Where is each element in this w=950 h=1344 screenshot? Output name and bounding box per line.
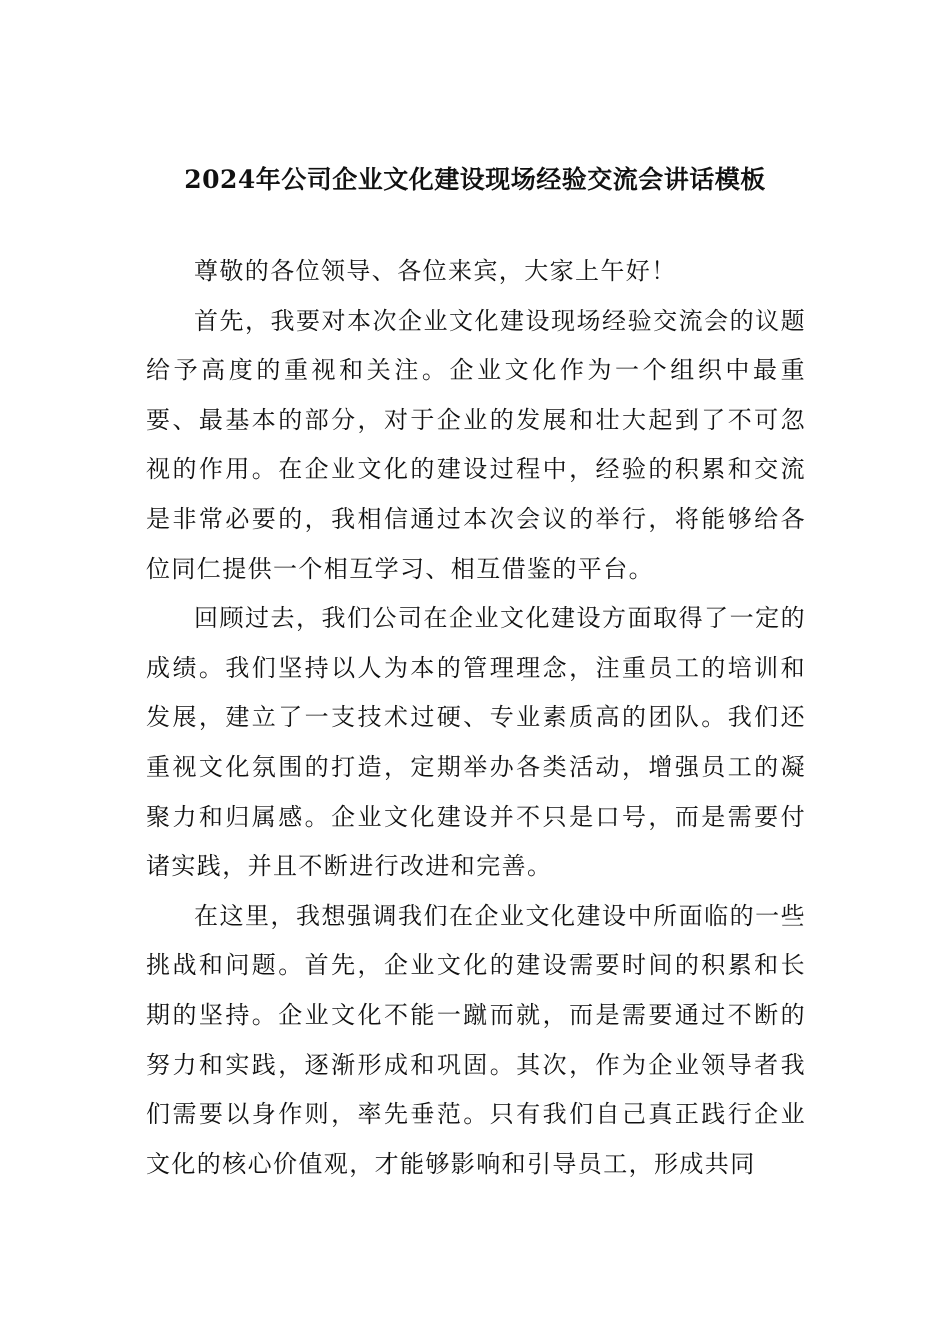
document-title: 2024年公司企业文化建设现场经验交流会讲话模板 xyxy=(184,165,766,194)
paragraph-review: 回顾过去，我们公司在企业文化建设方面取得了一定的成绩。我们坚持以人为本的管理理念，注重员工的培训和发展，建立了一支技术过硬、专业素质高的团队。我们还重视文化氛围的打造，定期举办各类活动，增强员工的凝聚力和归属感。企业文化建设并不只是口号，而是需要付诸实践，并且不断进行改进和完善。 xyxy=(146,604,806,881)
paragraph-introduction: 首先，我要对本次企业文化建设现场经验交流会的议题给予高度的重视和关注。企业文化作为一个组织中最重要、最基本的部分，对于企业的发展和壮大起到了不可忽视的作用。在企业文化的建设过程中，经验的积累和交流是非常必要的，我相信通过本次会议的举行，将能够给各位同仁提供一个相互学习、相互借鉴的平台。 xyxy=(146,306,806,583)
document-body xyxy=(146,247,806,1189)
paragraph-challenges: 在这里，我想强调我们在企业文化建设中所面临的一些挑战和问题。首先，企业文化的建设需要时间的积累和长期的坚持。企业文化不能一蹴而就，而是需要通过不断的努力和实践，逐渐形成和巩固。其次，作为企业领导者我们需要以身作则，率先垂范。只有我们自己真正践行企业文化的核心价值观，才能够影响和引导员工，形成共同 xyxy=(146,901,806,1178)
paragraph-greeting: 尊敬的各位领导、各位来宾，大家上午好！ xyxy=(194,257,677,285)
